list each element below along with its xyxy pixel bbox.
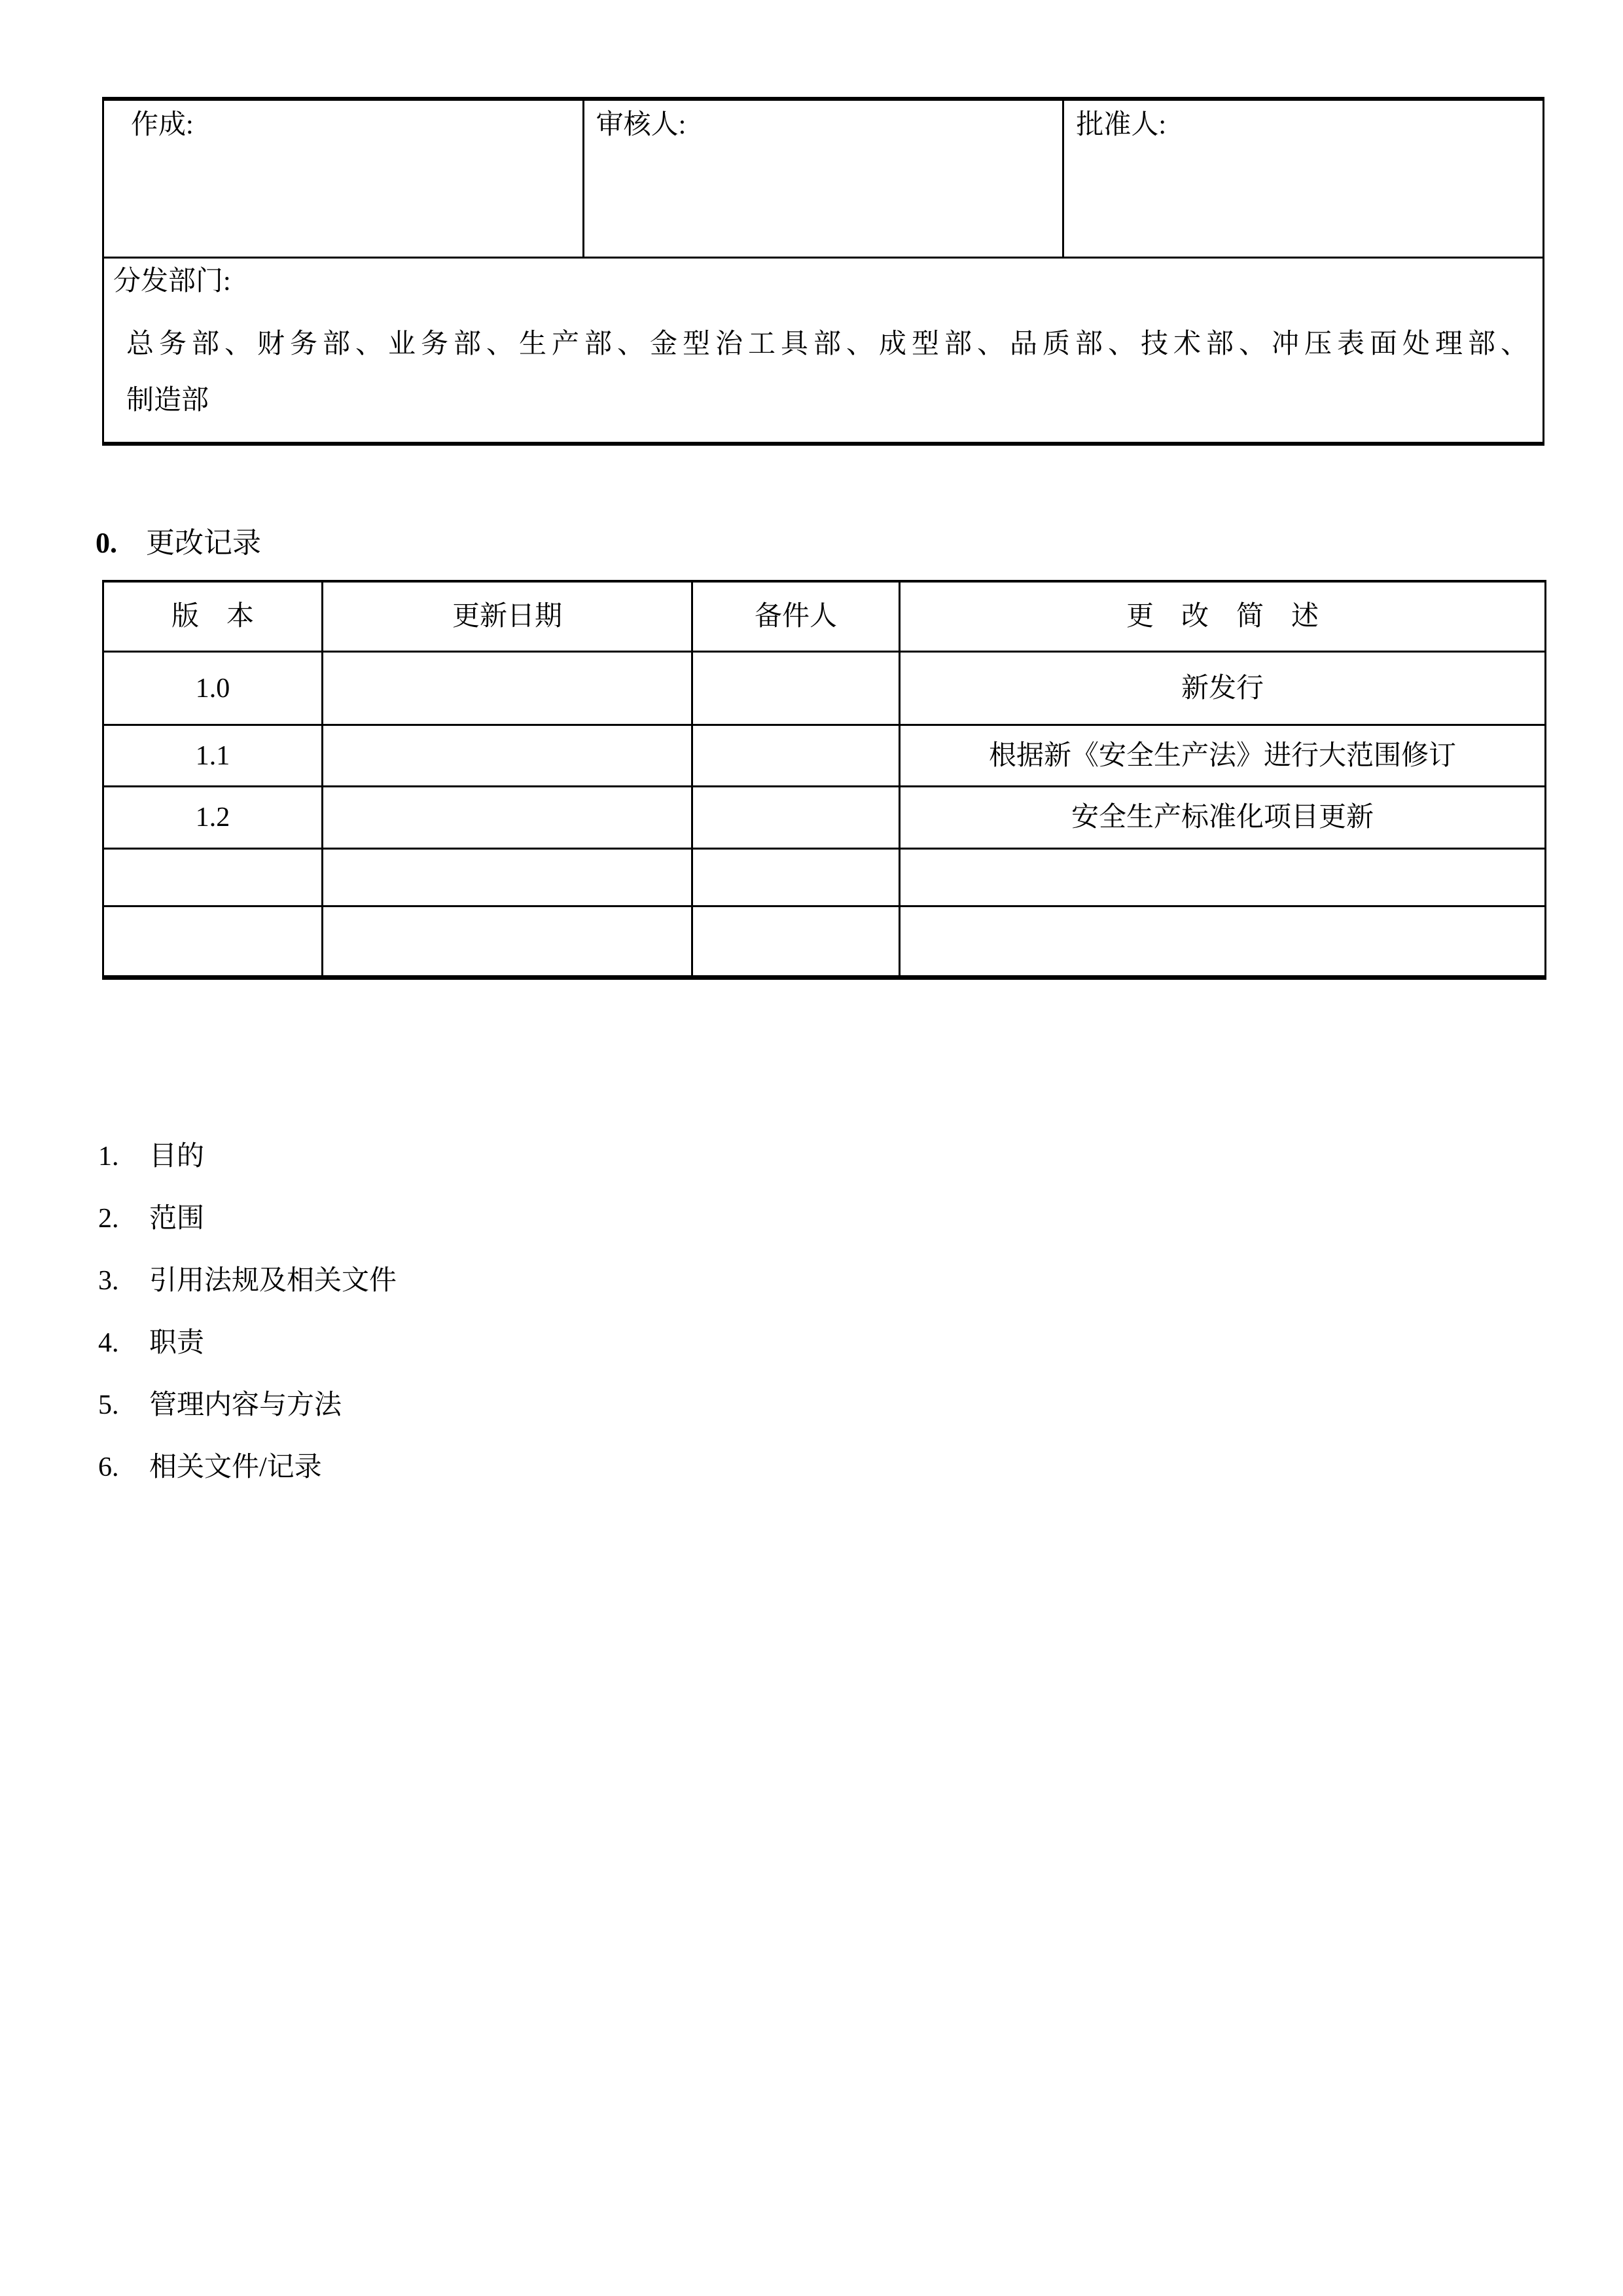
toc-item-number: 3. [98, 1266, 119, 1296]
toc-item-references [98, 1250, 397, 1312]
approval-cell-reviewer [583, 99, 1063, 258]
toc-item-label: 管理内容与方法 [149, 1390, 342, 1420]
cell-summary: 安全生产标准化项目更新 [900, 787, 1546, 849]
reviewer-label: 审核人: [596, 110, 687, 140]
toc-item-number: 1. [98, 1141, 119, 1172]
toc-item-management [98, 1374, 397, 1437]
cell-version: 1.2 [103, 787, 323, 849]
column-header-editor: 备件人 [692, 581, 900, 652]
toc-item-purpose [98, 1126, 397, 1188]
table-row [103, 652, 1546, 725]
toc-item-number: 5. [98, 1390, 119, 1420]
table-row [103, 906, 1546, 978]
toc-item-label: 目的 [149, 1141, 205, 1172]
table-row [103, 849, 1546, 906]
table-row [103, 725, 1546, 787]
toc-item-label: 范围 [149, 1204, 205, 1234]
approver-label: 批准人: [1076, 110, 1166, 140]
toc-list [98, 1126, 397, 1499]
cell-summary: 根据新《安全生产法》进行大范围修订 [900, 725, 1546, 787]
change-record-table [102, 580, 1546, 980]
distribution-cell [103, 258, 1544, 444]
distribution-label: 分发部门: [113, 266, 231, 296]
cell-summary [900, 906, 1546, 978]
cell-editor [692, 652, 900, 725]
cell-editor [692, 787, 900, 849]
cell-version [103, 906, 323, 978]
approval-cell-creator [103, 99, 584, 258]
cell-editor [692, 849, 900, 906]
approval-cell-approver [1063, 99, 1544, 258]
section-title: 更改记录 [146, 527, 261, 559]
cell-date [323, 906, 692, 978]
section-heading [96, 525, 261, 562]
toc-item-number: 6. [98, 1452, 119, 1482]
cell-summary: 新发行 [900, 652, 1546, 725]
approval-table [102, 97, 1544, 446]
toc-item-label: 引用法规及相关文件 [149, 1266, 397, 1296]
distribution-departments-line2: 制造部 [126, 386, 209, 416]
toc-item-scope [98, 1188, 397, 1250]
table-row [103, 787, 1546, 849]
cell-editor [692, 725, 900, 787]
column-header-summary: 更 改 简 述 [900, 581, 1546, 652]
column-header-date: 更新日期 [323, 581, 692, 652]
column-header-version: 版 本 [103, 581, 323, 652]
cell-date [323, 849, 692, 906]
cell-date [323, 725, 692, 787]
toc-item-number: 2. [98, 1204, 119, 1234]
cell-summary [900, 849, 1546, 906]
cell-date [323, 652, 692, 725]
cell-date [323, 787, 692, 849]
distribution-row [103, 258, 1544, 444]
toc-item-responsibilities [98, 1312, 397, 1374]
toc-item-label: 职责 [149, 1328, 205, 1358]
change-table-header-row [103, 581, 1546, 652]
cell-editor [692, 906, 900, 978]
creator-label: 作成: [131, 110, 194, 140]
cell-version: 1.0 [103, 652, 323, 725]
section-number: 0. [96, 527, 117, 559]
cell-version: 1.1 [103, 725, 323, 787]
approval-row [103, 99, 1544, 258]
toc-item-number: 4. [98, 1328, 119, 1358]
toc-item-label: 相关文件/记录 [149, 1452, 322, 1482]
toc-item-related-documents [98, 1437, 397, 1499]
distribution-departments-line1: 总务部、财务部、业务部、生产部、金型治工具部、成型部、品质部、技术部、冲压表面处理部、 [126, 329, 1534, 359]
cell-version [103, 849, 323, 906]
